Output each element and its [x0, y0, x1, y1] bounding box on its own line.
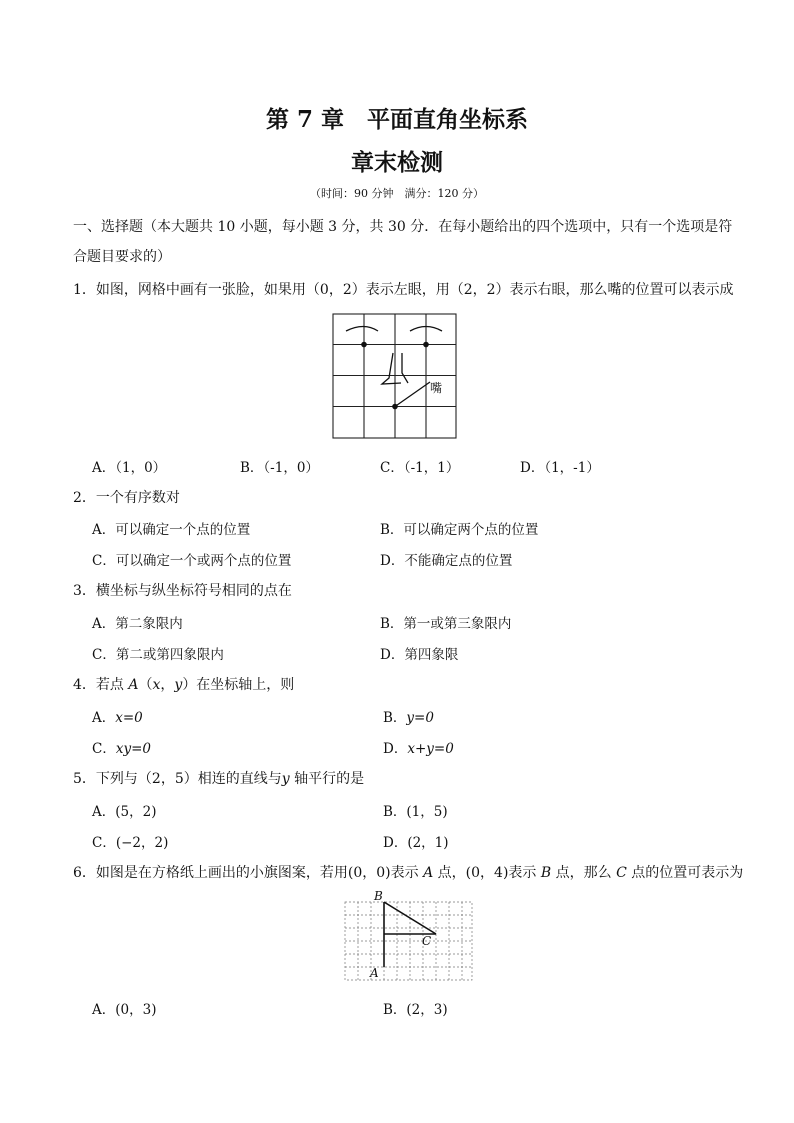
- q6-option-b: B．(2，3): [383, 1002, 448, 1018]
- point-a-label: A: [370, 966, 379, 980]
- q2-option-b: B．可以确定两个点的位置: [380, 522, 539, 538]
- mouth-label: 嘴: [430, 381, 443, 395]
- nose-left: [382, 353, 401, 384]
- left-eyebrow: [346, 327, 378, 332]
- mouth-pointer: [395, 382, 430, 407]
- section-heading-cont: 合题目要求的）: [73, 249, 171, 265]
- q6-option-a: A．(0，3): [92, 1002, 157, 1018]
- q1-option-b: B．（-1，0）: [240, 460, 319, 476]
- question-1-stem: 1．如图，网格中画有一张脸，如果用（0，2）表示左眼，用（2，2）表示右眼，那么嘴的位置可以表示成: [73, 282, 734, 298]
- left-eye: [361, 342, 367, 348]
- q4-option-a: A．x=0: [92, 710, 143, 726]
- section-heading: 一、选择题（本大题共 10 小题，每小题 3 分，共 30 分．在每小题给出的四个选项中，只有一个选项是符: [73, 219, 733, 235]
- q2-option-a: A．可以确定一个点的位置: [92, 522, 251, 538]
- q5-option-c: C．(−2，2): [92, 835, 169, 851]
- point-c-label: C: [422, 934, 432, 948]
- chapter-title: 第 7 章 平面直角坐标系: [265, 106, 529, 133]
- flag-grid-figure: [344, 887, 474, 982]
- question-3-stem: 3．横坐标与纵坐标符号相同的点在: [73, 583, 292, 599]
- page-subtitle: 章末检测: [351, 149, 443, 176]
- q5-option-a: A．(5，2): [92, 804, 157, 820]
- q3-option-c: C．第二或第四象限内: [92, 647, 224, 663]
- q2-option-c: C．可以确定一个或两个点的位置: [92, 553, 292, 569]
- right-eye: [423, 342, 429, 348]
- q1-option-a: A．（1，0）: [92, 460, 167, 476]
- q1-option-c: C．（-1，1）: [380, 460, 460, 476]
- question-4-stem: 4．若点 A（x，y）在坐标轴上，则: [73, 677, 295, 693]
- exam-meta: （时间：90 分钟 满分：120 分）: [310, 187, 484, 200]
- question-2-stem: 2．一个有序数对: [73, 490, 180, 506]
- nose-right: [402, 353, 408, 383]
- mouth-point: [392, 404, 398, 410]
- q5-option-d: D．(2，1): [383, 835, 449, 851]
- q3-option-d: D．第四象限: [380, 647, 459, 663]
- question-6-stem: 6．如图是在方格纸上画出的小旗图案，若用(0，0)表示 A 点，(0，4)表示 B 点，那么 C 点的位置可表示为: [73, 865, 744, 881]
- face-grid-figure: [332, 313, 458, 440]
- q2-option-d: D．不能确定点的位置: [380, 553, 513, 569]
- q3-option-a: A．第二象限内: [92, 616, 183, 632]
- q4-option-c: C．xy=0: [92, 741, 151, 757]
- q4-option-d: D．x+y=0: [383, 741, 454, 757]
- q5-option-b: B．(1，5): [383, 804, 448, 820]
- q1-option-d: D．（1，-1）: [520, 460, 600, 476]
- q3-option-b: B．第一或第三象限内: [380, 616, 512, 632]
- question-5-stem: 5．下列与（2，5）相连的直线与y 轴平行的是: [73, 771, 365, 787]
- q4-option-b: B．y=0: [383, 710, 434, 726]
- point-b-label: B: [374, 889, 383, 903]
